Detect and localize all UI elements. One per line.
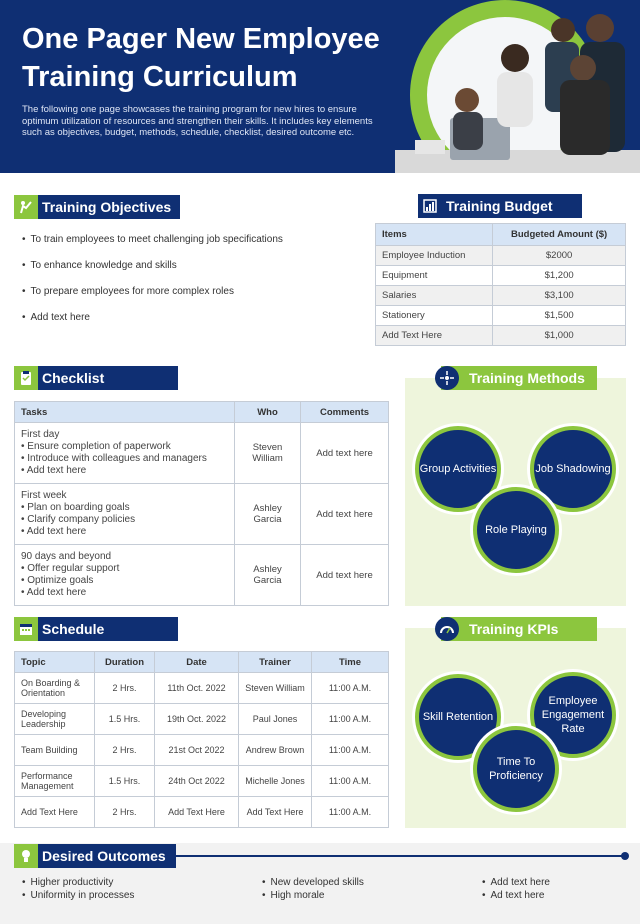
schedule-col-duration: Duration: [95, 652, 155, 673]
budget-item: Stationery: [376, 306, 493, 326]
objectives-icon: [14, 195, 38, 219]
table-row: [15, 673, 389, 704]
schedule-date: Add Text Here: [155, 797, 239, 828]
methods-title: Training Methods: [469, 370, 585, 386]
task-cell: First week • Plan on boarding goals • Clarify company policies • Add text here: [15, 484, 235, 545]
list-item: • To prepare employees for more complex roles: [22, 286, 362, 297]
list-item: • Uniformity in processes: [22, 889, 134, 902]
table-row: [15, 797, 389, 828]
budget-header: [418, 194, 582, 218]
table-row: [15, 423, 389, 484]
schedule-topic: Team Building: [15, 735, 95, 766]
who-cell: Ashley Garcia: [235, 484, 301, 545]
schedule-duration: 2 Hrs.: [95, 797, 155, 828]
kpi-icon: [435, 617, 459, 641]
comments-cell: Add text here: [301, 423, 389, 484]
list-item: • Higher productivity: [22, 876, 134, 889]
schedule-time: 11:00 A.M.: [312, 673, 389, 704]
table-row: [15, 545, 389, 606]
header-banner: [0, 0, 640, 173]
outcomes-icon: [14, 844, 38, 868]
schedule-trainer: Andrew Brown: [239, 735, 312, 766]
table-row: [376, 326, 626, 346]
checklist-table: [14, 401, 389, 606]
schedule-trainer: Paul Jones: [239, 704, 312, 735]
checklist-header: [14, 366, 178, 390]
task-item: Offer regular support: [27, 563, 120, 574]
schedule-duration: 2 Hrs.: [95, 673, 155, 704]
task-item: Add text here: [26, 526, 87, 537]
checklist-col-tasks: Tasks: [15, 402, 235, 423]
kpi-engagement-rate: Employee Engagement Rate: [530, 672, 616, 758]
schedule-col-trainer: Trainer: [239, 652, 312, 673]
checklist-col-comments: Comments: [301, 402, 389, 423]
schedule-date: 11th Oct. 2022: [155, 673, 239, 704]
task-item: Clarify company policies: [27, 514, 136, 525]
task-item: Introduce with colleagues and managers: [27, 453, 207, 464]
budget-col-items: Items: [376, 224, 493, 246]
table-row: [15, 735, 389, 766]
schedule-date: 21st Oct 2022: [155, 735, 239, 766]
title-line-1: One Pager New Employee: [22, 23, 380, 55]
intro-text: The following one page showcases the training program for new hires to ensure optimum utilization of resources and strengthen their skills. It includes key elements such as objectives, budget, methods, schedule, checklist, desired outcome etc.: [22, 104, 373, 138]
task-item: Optimize goals: [27, 575, 94, 586]
outcomes-header: [14, 844, 176, 868]
budget-item: Add Text Here: [376, 326, 493, 346]
list-item: • High morale: [262, 889, 364, 902]
budget-icon: [418, 194, 442, 218]
schedule-time: 11:00 A.M.: [312, 704, 389, 735]
list-item: • To train employees to meet challenging job specifications: [22, 234, 362, 245]
outcomes-col-1: [22, 876, 134, 902]
method-role-playing: Role Playing: [473, 487, 559, 573]
schedule-duration: 1.5 Hrs.: [95, 704, 155, 735]
schedule-duration: 1.5 Hrs.: [95, 766, 155, 797]
budget-item: Employee Induction: [376, 246, 493, 266]
list-item: • Add text here: [482, 876, 550, 889]
schedule-icon: [14, 617, 38, 641]
table-row: [376, 306, 626, 326]
outcomes-col-2: [262, 876, 364, 902]
schedule-topic: Developing Leadership: [15, 704, 95, 735]
team-photo: [395, 0, 640, 173]
task-heading: First week: [21, 490, 67, 501]
task-item: Ensure completion of paperwork: [27, 441, 171, 452]
schedule-time: 11:00 A.M.: [312, 735, 389, 766]
budget-item: Salaries: [376, 286, 493, 306]
outcomes-col-3: [482, 876, 550, 902]
schedule-topic: On Boarding & Orientation: [15, 673, 95, 704]
list-item: • Add text here: [22, 312, 362, 323]
comments-cell: Add text here: [301, 545, 389, 606]
schedule-topic: Performance Management: [15, 766, 95, 797]
budget-amount: $3,100: [493, 286, 626, 306]
task-item: Plan on boarding goals: [27, 502, 130, 513]
kpi-skill-retention: Skill Retention: [415, 674, 501, 760]
budget-item: Equipment: [376, 266, 493, 286]
schedule-topic: Add Text Here: [15, 797, 95, 828]
method-job-shadowing: Job Shadowing: [530, 426, 616, 512]
objectives-header: [14, 195, 180, 219]
schedule-title: Schedule: [42, 621, 105, 637]
table-row: [376, 266, 626, 286]
list-item: • To enhance knowledge and skills: [22, 260, 362, 271]
comments-cell: Add text here: [301, 484, 389, 545]
kpis-title: Training KPIs: [469, 621, 559, 637]
table-row: [376, 246, 626, 266]
schedule-trainer: Michelle Jones: [239, 766, 312, 797]
budget-amount: $1,500: [493, 306, 626, 326]
checklist-icon: [14, 366, 38, 390]
budget-col-amount: Budgeted Amount ($): [493, 224, 626, 246]
kpi-time-to-proficiency: Time To Proficiency: [473, 726, 559, 812]
task-heading: 90 days and beyond: [21, 551, 112, 562]
budget-amount: $2000: [493, 246, 626, 266]
who-cell: Steven William: [235, 423, 301, 484]
task-cell: First day • Ensure completion of paperwork • Introduce with colleagues and managers • Add text here: [15, 423, 235, 484]
checklist-title: Checklist: [42, 370, 105, 386]
table-row: [376, 286, 626, 306]
task-item: Add text here: [26, 587, 87, 598]
outcomes-divider: [175, 855, 625, 857]
schedule-col-topic: Topic: [15, 652, 95, 673]
method-group-activities: Group Activities: [415, 426, 501, 512]
task-heading: First day: [21, 429, 60, 440]
task-item: Add text here: [26, 465, 87, 476]
table-row: [15, 766, 389, 797]
page-title: [22, 20, 442, 96]
schedule-date: 19th Oct. 2022: [155, 704, 239, 735]
budget-title: Training Budget: [446, 198, 553, 214]
list-item: • Ad text here: [482, 889, 550, 902]
schedule-date: 24th Oct 2022: [155, 766, 239, 797]
outcomes-title: Desired Outcomes: [42, 848, 166, 864]
schedule-duration: 2 Hrs.: [95, 735, 155, 766]
title-line-2: Training Curriculum: [22, 61, 298, 93]
methods-header: [441, 366, 597, 390]
budget-amount: $1,200: [493, 266, 626, 286]
checklist-col-who: Who: [235, 402, 301, 423]
kpis-header: [441, 617, 597, 641]
divider-dot: [621, 852, 629, 860]
schedule-time: 11:00 A.M.: [312, 766, 389, 797]
budget-table: [375, 223, 626, 346]
schedule-time: 11:00 A.M.: [312, 797, 389, 828]
schedule-col-time: Time: [312, 652, 389, 673]
task-cell: 90 days and beyond • Offer regular support • Optimize goals • Add text here: [15, 545, 235, 606]
schedule-col-date: Date: [155, 652, 239, 673]
table-row: [15, 484, 389, 545]
schedule-table: [14, 651, 389, 828]
schedule-trainer: Add Text Here: [239, 797, 312, 828]
schedule-header: [14, 617, 178, 641]
list-item: • New developed skills: [262, 876, 364, 889]
objectives-title: Training Objectives: [42, 199, 172, 215]
schedule-trainer: Steven William: [239, 673, 312, 704]
objectives-list: [22, 234, 362, 338]
budget-amount: $1,000: [493, 326, 626, 346]
who-cell: Ashley Garcia: [235, 545, 301, 606]
table-row: [15, 704, 389, 735]
methods-icon: [435, 366, 459, 390]
